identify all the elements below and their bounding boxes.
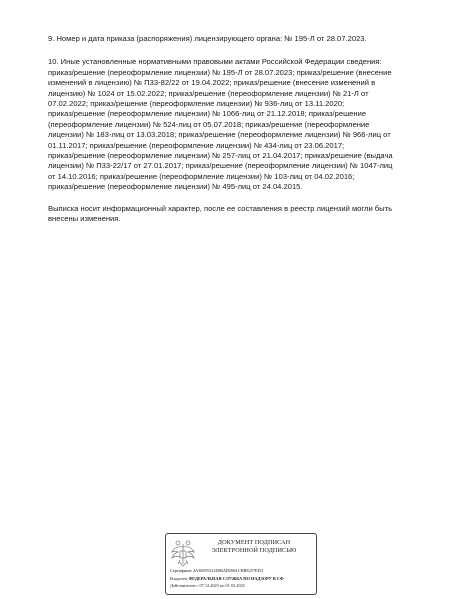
- document-body: [48, 34, 408, 236]
- paragraph-disclaimer: Выписка носит информационный характер, после ее составления в реестр лицензий могли быть внесены изменения.: [48, 203, 393, 224]
- stamp-details: [170, 567, 317, 590]
- stamp-title-line-2: ЭЛЕКТРОННОЙ ПОДПИСЬЮ: [211, 546, 297, 554]
- paragraph-other-information: 10. Иные установленные нормативными правовыми актами Российской Федерации сведения: приказ/решение (переоформление лицензии) № 195-Л от 28.07.2023; приказ/решение (внесение изменений в лицензию) № П33-82/22 от 19.04.2022; приказ/решение (внесение изменений в лицензию) № 1024 от 15.02.2022; приказ/решение (переоформление лицензии) № 21-Л от 07.02.2022; приказ/решение (переоформление лицензии) № 936-лиц от 13.11.2020; приказ/решение (переоформление лицензии) № 1066-лиц от 21.12.2018; приказ/решение (переоформление лицензии) № 524-лиц от 05.07.2018; приказ/решение (переоформление лицензии) № 183-лиц от 13.03.2018; приказ/решение (переоформление лицензии) № 966-лиц от 01.11.2017; приказ/решение (переоформление лицензии) № 434-лиц от 23.06.2017; приказ/решение (переоформление лицензии) № 257-лиц от 21.04.2017; приказ/решение (выдача лицензии) № П33-22/17 от 27.01.2017; приказ/решение (переоформление лицензии) № 1047-лиц от 14.10.2016; приказ/решение (переоформление лицензии) № 103-лиц от 04.02.2016; приказ/решение (переоформление лицензии) № 495-лиц от 24.04.2015.: [48, 57, 393, 192]
- stamp-owner-value: ФЕДЕРАЛЬНАЯ СЛУЖБА ПО НАДЗОРУ В СФ: [188, 575, 284, 581]
- paragraph-order-number: 9. Номер и дата приказа (распоряжения) лицензирующего органа: № 195-Л от 28.07.2023.: [48, 34, 367, 43]
- stamp-title-line-1: ДОКУМЕНТ ПОДПИСАН: [217, 539, 291, 546]
- stamp-title: [194, 539, 314, 554]
- stamp-certificate: Сертификат 4A36955521E0BAD0861CBB8257ED3: [170, 568, 263, 573]
- electronic-signature-stamp: [165, 533, 317, 595]
- stamp-owner: [170, 575, 317, 583]
- coat-of-arms-emblem-icon: [170, 538, 196, 568]
- stamp-validity: Действителен с 07.12.2023 по 01.03.2025: [170, 583, 245, 589]
- stamp-owner-label: Владелец: [170, 575, 188, 581]
